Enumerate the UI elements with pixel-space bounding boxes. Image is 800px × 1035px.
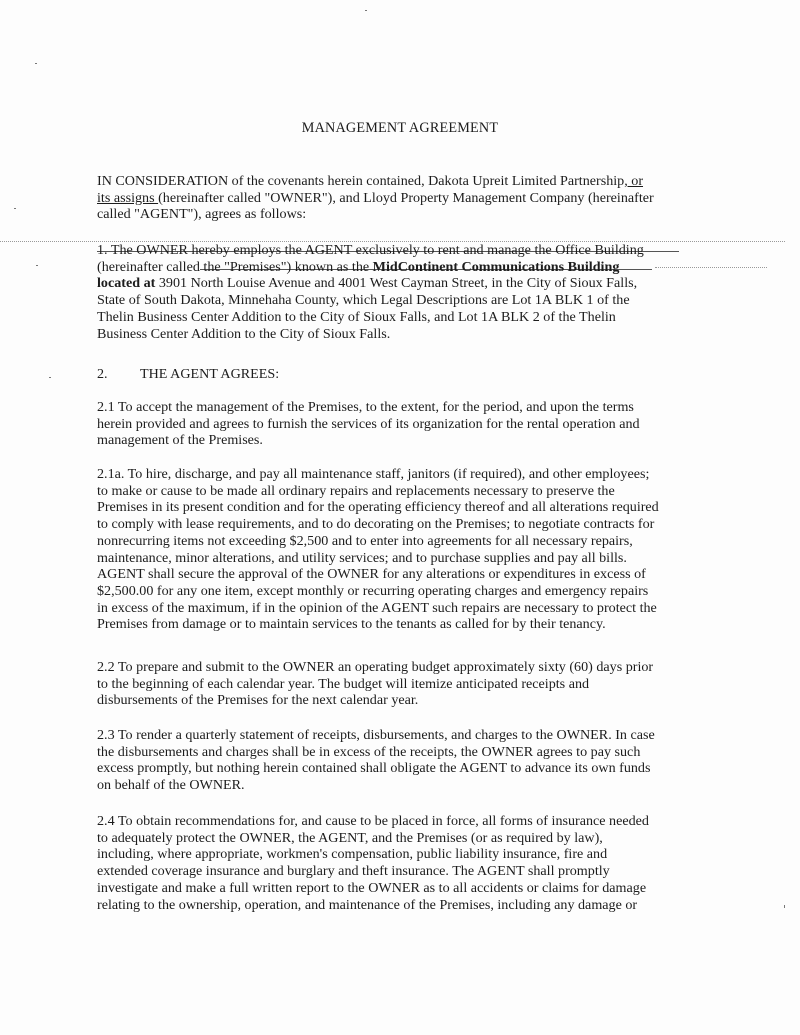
p21a-line-3: Premises in its present condition and for the operating efficiency thereof and all alterations required — [97, 499, 659, 516]
intro-line-2: its assigns (hereinafter called "OWNER"), and Lloyd Property Management Company (hereinafter — [97, 189, 654, 206]
p22-line-3: disbursements of the Premises for the next calendar year. — [97, 692, 419, 709]
p24-line-3: including, where appropriate, workmen's compensation, public liability insurance, fire and — [97, 846, 608, 863]
p21a-line-1: 2.1a. To hire, discharge, and pay all maintenance staff, janitors (if required), and other employees; — [97, 466, 650, 482]
p24-line-6: relating to the ownership, operation, and maintenance of the Premises, including any damage or — [97, 896, 638, 913]
p21a-line-9: in excess of the maximum, if in the opinion of the AGENT such repairs are necessary to protect the — [97, 599, 657, 616]
p22-line-2: to the beginning of each calendar year. The budget will itemize anticipated receipts and — [97, 675, 590, 692]
p21a-line-2: to make or cause to be made all ordinary repairs and replacements necessary to preserve the — [97, 482, 615, 499]
p21a-line-10: Premises from damage or to maintain services to the tenants as called for by their tenancy. — [97, 616, 606, 633]
para1-line-1: 1. The OWNER hereby employs the AGENT exclusively to rent and manage the Office Building — [97, 242, 644, 258]
section-2-heading — [97, 366, 707, 383]
para1-line-5: Thelin Business Center Addition to the City of Sioux Falls, and Lot 1A BLK 2 of the Thelin — [97, 308, 616, 325]
p21a-line-7: AGENT shall secure the approval of the OWNER for any alterations or expenditures in excess of — [97, 566, 646, 583]
para1-line-2: (hereinafter called the "Premises") known as the MidContinent Communications Building — [97, 258, 620, 275]
p23-line-3: excess promptly, but nothing herein contained shall obligate the AGENT to advance its own funds — [97, 760, 651, 777]
p21a-line-8: $2,500.00 for any one item, except monthly or recurring operating charges and emergency repairs — [97, 582, 649, 599]
p24-line-2: to adequately protect the OWNER, the AGENT, and the Premises (or as required by law), — [97, 829, 603, 846]
p21a-line-5: nonrecurring items not exceeding $2,500 and to enter into agreements for all necessary repairs, — [97, 532, 633, 549]
p22-line-1: 2.2 To prepare and submit to the OWNER an operating budget approximately sixty (60) days prior — [97, 659, 654, 675]
document-title: MANAGEMENT AGREEMENT — [301, 120, 499, 136]
section-number: 2. — [97, 366, 108, 382]
p21a-line-6: maintenance, minor alterations, and utility services; and to purchase supplies and pay all bills. — [97, 549, 627, 566]
intro-line-1: IN CONSIDERATION of the covenants herein contained, Dakota Upreit Limited Partnership, or — [97, 173, 644, 189]
p24-line-1: 2.4 To obtain recommendations for, and cause to be placed in force, all forms of insurance needed — [97, 813, 649, 829]
p21-line-3: management of the Premises. — [97, 432, 263, 449]
p21a-line-4: to comply with lease requirements, and to do decorating on the Premises; to negotiate contracts for — [97, 516, 655, 533]
section-heading: THE AGENT AGREES: — [140, 366, 280, 382]
p23-line-2: the disbursements and charges shall be in excess of the receipts, the OWNER agrees to pay such — [97, 743, 641, 760]
intro-paragraph — [97, 173, 707, 223]
paragraph-2-4 — [97, 813, 707, 913]
p24-line-4: extended coverage insurance and burglary and theft insurance. The AGENT shall promptly — [97, 863, 610, 880]
paragraph-2-1 — [97, 399, 707, 449]
paragraph-1 — [97, 242, 707, 342]
intro-line-3: called "AGENT"), agrees as follows: — [97, 206, 307, 223]
p23-line-4: on behalf of the OWNER. — [97, 777, 245, 794]
para1-line-4: State of South Dakota, Minnehaha County, which Legal Descriptions are Lot 1A BLK 1 of the — [97, 292, 630, 309]
paragraph-2-3 — [97, 727, 707, 794]
p23-line-1: 2.3 To render a quarterly statement of receipts, disbursements, and charges to the OWNER. In case — [97, 727, 655, 743]
p21-line-2: herein provided and agrees to furnish the services of its organization for the rental operation and — [97, 415, 640, 432]
para1-line-3: located at 3901 North Louise Avenue and 4001 West Cayman Street, in the City of Sioux Falls, — [97, 275, 638, 292]
p21-line-1: 2.1 To accept the management of the Premises, to the extent, for the period, and upon the terms — [97, 399, 634, 415]
paragraph-2-2 — [97, 659, 707, 709]
paragraph-2-1a — [97, 466, 707, 633]
para1-line-6: Business Center Addition to the City of Sioux Falls. — [97, 325, 391, 342]
p24-line-5: investigate and make a full written report to the OWNER as to all accidents or claims for damage — [97, 879, 647, 896]
